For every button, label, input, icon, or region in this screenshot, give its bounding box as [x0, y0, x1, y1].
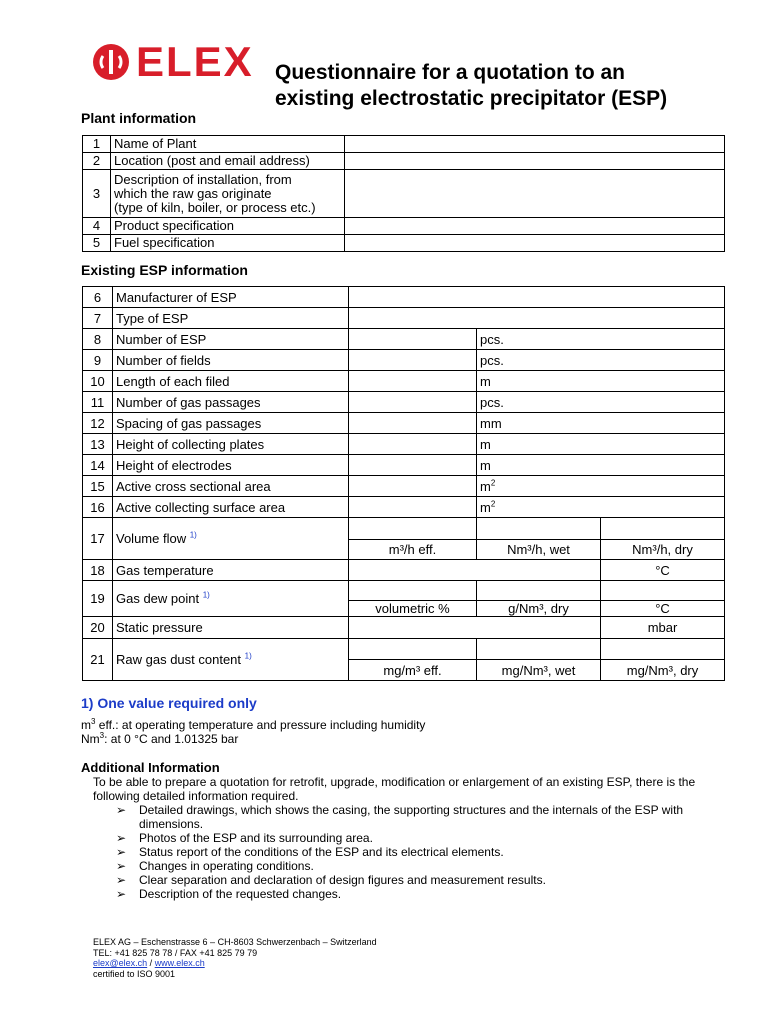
website-link[interactable]: www.elex.ch — [154, 958, 205, 968]
answer-field[interactable] — [477, 518, 601, 540]
answer-field[interactable] — [349, 581, 477, 601]
answer-field[interactable] — [349, 392, 477, 413]
table-row: 16 Active collecting surface area $m^2$ — [83, 497, 725, 518]
answer-field[interactable] — [477, 581, 601, 601]
table-row: 6 Manufacturer of ESP — [83, 287, 725, 308]
table-row: 14 Height of electrodes m — [83, 455, 725, 476]
answer-field[interactable] — [345, 153, 725, 170]
table-row: 20 Static pressure mbar — [83, 617, 725, 639]
answer-field[interactable] — [601, 581, 725, 601]
table-row: 19 Gas dew point $^{1)}$ — [83, 581, 725, 601]
table-row: 13 Height of collecting plates m — [83, 434, 725, 455]
email-link[interactable]: elex@elex.ch — [93, 958, 148, 968]
answer-field[interactable] — [349, 518, 477, 540]
table-row: 8 Number of ESP pcs. — [83, 329, 725, 350]
answer-field[interactable] — [345, 170, 725, 218]
unit-notes: $m^3$ eff.: at operating temperature and pressure including humidity Nm$^3$: at 0 °C and 1.01325 bar — [81, 717, 426, 746]
answer-field[interactable] — [349, 617, 601, 639]
list-item: ➢ Detailed drawings, which shows the casing, the supporting structures and the internals of the ESP with dimensions. — [116, 803, 684, 831]
table-row: 18 Gas temperature °C — [83, 560, 725, 581]
answer-field[interactable] — [349, 329, 477, 350]
list-item: ➢ Description of the requested changes. — [116, 887, 342, 901]
table-row: 1 Name of Plant — [83, 136, 725, 153]
arrow-bullet-icon: ➢ — [116, 831, 127, 845]
answer-field[interactable] — [349, 476, 477, 497]
table-row: 10 Length of each filed m — [83, 371, 725, 392]
answer-field[interactable] — [345, 218, 725, 235]
table-row: 21 Raw gas dust content $^{1)}$ — [83, 639, 725, 660]
answer-field[interactable] — [349, 560, 601, 581]
table-row: 7 Type of ESP — [83, 308, 725, 329]
answer-field[interactable] — [349, 287, 725, 308]
elex-logo-icon — [92, 43, 130, 81]
arrow-bullet-icon: ➢ — [116, 845, 127, 859]
table-row: m³/h eff. Nm³/h, wet Nm³/h, dry — [83, 540, 725, 560]
answer-field[interactable] — [349, 455, 477, 476]
list-item: ➢ Clear separation and declaration of design figures and measurement results. — [116, 873, 546, 887]
list-item: ➢ Changes in operating conditions. — [116, 859, 314, 873]
table-row: 17 Volume flow $^{1)}$ — [83, 518, 725, 540]
answer-field[interactable] — [601, 639, 725, 660]
answer-field[interactable] — [349, 350, 477, 371]
table-row: 11 Number of gas passages pcs. — [83, 392, 725, 413]
answer-field[interactable] — [345, 235, 725, 252]
answer-field[interactable] — [349, 639, 477, 660]
answer-field[interactable] — [477, 639, 601, 660]
table-row: 15 Active cross sectional area $m^2$ — [83, 476, 725, 497]
answer-field[interactable] — [349, 434, 477, 455]
footer-address: ELEX AG – Eschenstrasse 6 – CH-8603 Schwerzenbach – Switzerland — [93, 937, 377, 947]
plant-info-heading: Plant information — [81, 110, 197, 126]
answer-field[interactable] — [349, 308, 725, 329]
table-row: 3 Description of installation, from which the raw gas originate (type of kiln, boiler, or process etc.) — [83, 170, 725, 218]
table-row: 9 Number of fields pcs. — [83, 350, 725, 371]
arrow-bullet-icon: ➢ — [116, 859, 127, 873]
table-row: mg/m³ eff. mg/Nm³, wet mg/Nm³, dry — [83, 660, 725, 681]
arrow-bullet-icon: ➢ — [116, 803, 127, 817]
elex-logo — [92, 38, 254, 85]
brand-name: ELEX — [136, 38, 254, 85]
answer-field[interactable] — [349, 371, 477, 392]
plant-info-table — [82, 135, 725, 252]
answer-field[interactable] — [345, 136, 725, 153]
additional-info-intro: To be able to prepare a quotation for retrofit, upgrade, modification or enlargement of an existing ESP, there is the following detailed information required. — [93, 775, 696, 803]
table-row: 12 Spacing of gas passages mm — [83, 413, 725, 434]
answer-field[interactable] — [349, 497, 477, 518]
footer-cert: certified to ISO 9001 — [93, 968, 176, 979]
footer-phone: TEL: +41 825 78 78 / FAX +41 825 79 79 — [93, 947, 258, 958]
table-row: 5 Fuel specification — [83, 235, 725, 252]
table-row: 2 Location (post and email address) — [83, 153, 725, 170]
footnote-heading: 1) One value required only — [81, 695, 257, 711]
arrow-bullet-icon: ➢ — [116, 887, 127, 901]
answer-field[interactable] — [349, 413, 477, 434]
table-row: volumetric % g/Nm³, dry °C — [83, 601, 725, 617]
esp-info-heading: Existing ESP information — [81, 262, 248, 278]
page-title: Questionnaire for a quotation to an existing electrostatic precipitator (ESP) — [275, 61, 668, 110]
table-row: 4 Product specification — [83, 218, 725, 235]
list-item: ➢ Status report of the conditions of the ESP and its electrical elements. — [116, 845, 504, 859]
list-item: ➢ Photos of the ESP and its surrounding area. — [116, 831, 373, 845]
requirements-list — [116, 803, 716, 901]
arrow-bullet-icon: ➢ — [116, 873, 127, 887]
answer-field[interactable] — [601, 518, 725, 540]
footer: ELEX AG – Eschenstrasse 6 – CH-8603 Schwerzenbach – Switzerland TEL: +41 825 78 78 / FAX +41 825 79 79 elex@elex.ch / www.elex.ch certified to ISO 9001 — [93, 937, 377, 979]
additional-info-heading: Additional Information — [81, 760, 220, 775]
esp-info-table — [82, 286, 725, 681]
